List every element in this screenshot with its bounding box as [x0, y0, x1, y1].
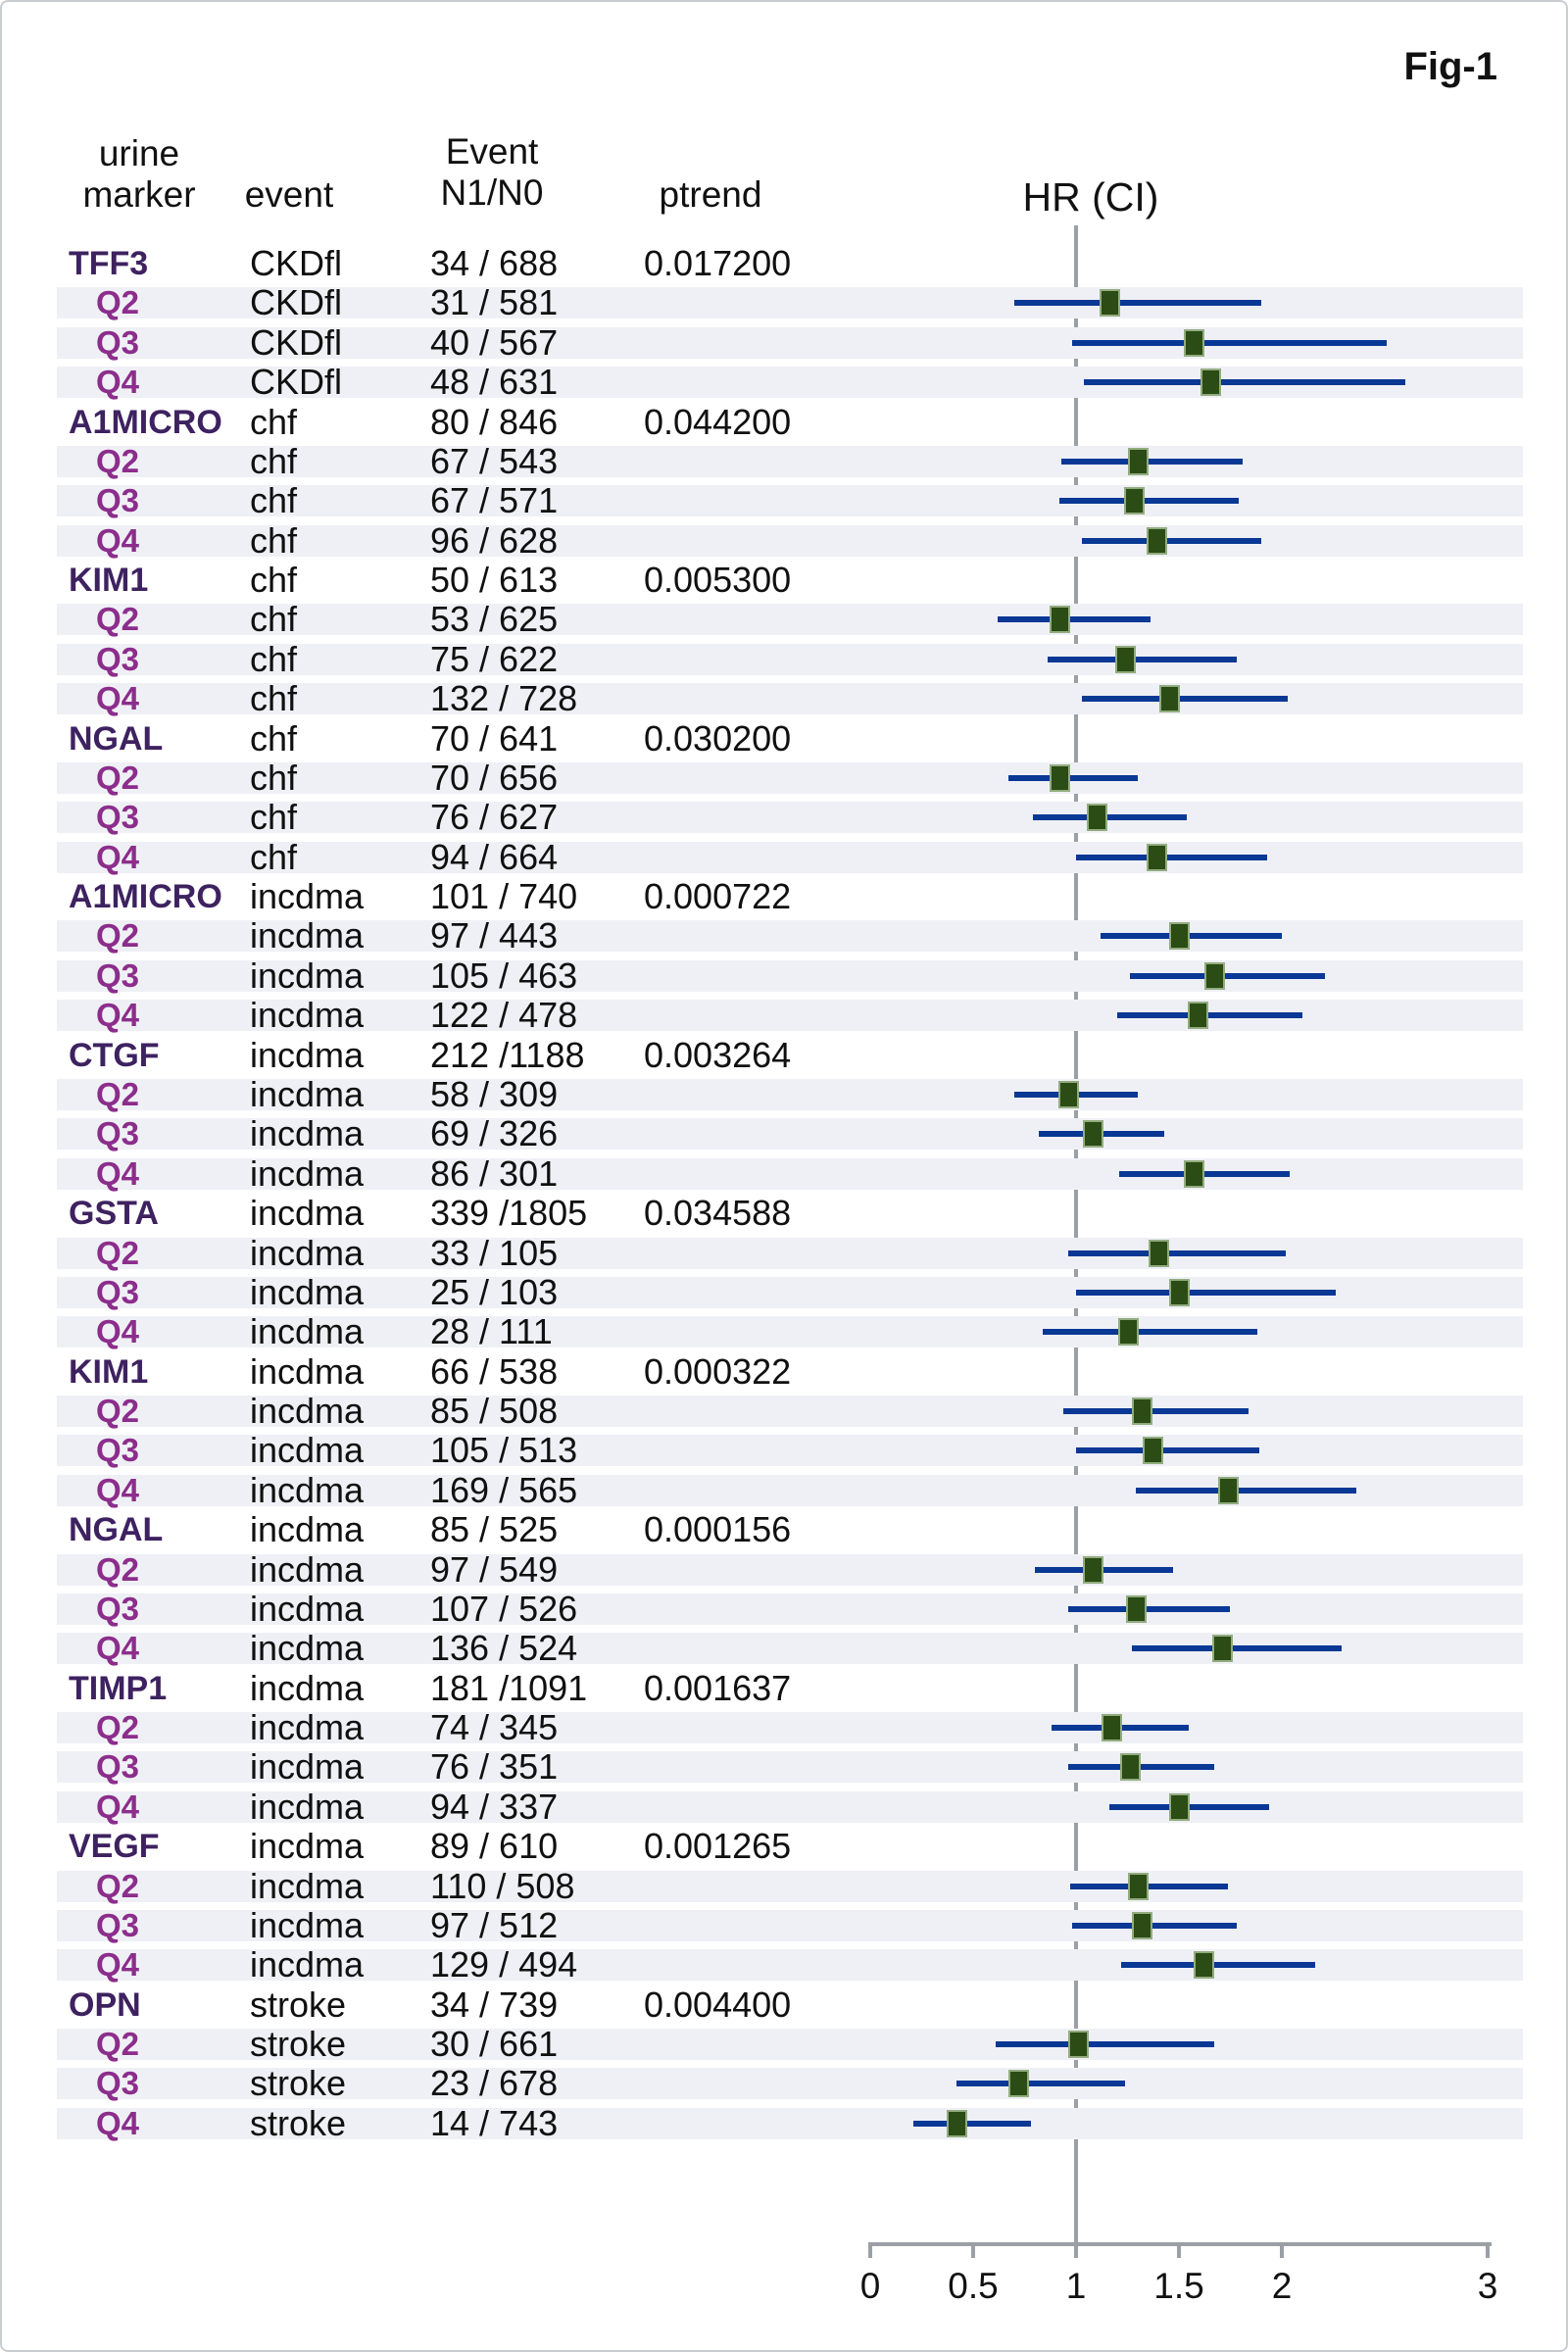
quartile-label: Q2 — [96, 917, 140, 955]
ptrend-cell: 0.034588 — [644, 1193, 792, 1234]
x-axis-tick — [1074, 2242, 1078, 2258]
quartile-label: Q3 — [96, 323, 140, 361]
event-n1n0-cell: 76 / 351 — [430, 1746, 559, 1788]
event-n1n0-cell: 132 / 728 — [430, 678, 578, 719]
event-n1n0-cell: 50 / 613 — [430, 560, 559, 601]
column-header-event-n1n0 — [409, 131, 575, 214]
quartile-label: Q3 — [96, 1748, 140, 1786]
event-n1n0-cell: 94 / 664 — [430, 836, 559, 877]
quartile-label: Q3 — [96, 956, 140, 994]
x-axis-tick-label: 1.5 — [1153, 2266, 1204, 2306]
table-row-quartile — [2, 797, 884, 838]
x-axis-tick-label: 0.5 — [948, 2266, 999, 2306]
event-cell: CKDfl — [250, 362, 343, 403]
event-n1n0-cell: 75 / 622 — [430, 638, 559, 679]
quartile-label: Q2 — [96, 759, 140, 796]
forest-point-marker — [1083, 1120, 1103, 1148]
forest-point-marker — [1126, 1595, 1147, 1623]
event-n1n0-cell: 34 / 688 — [430, 243, 559, 283]
forest-point-marker — [1204, 962, 1225, 990]
ci-line — [998, 616, 1150, 622]
event-cell: incdma — [250, 1786, 365, 1827]
event-n1n0-cell: 80 / 846 — [430, 401, 559, 442]
event-cell: chf — [250, 401, 298, 442]
quartile-label: Q4 — [96, 521, 140, 559]
quartile-label: Q2 — [96, 284, 140, 321]
forest-point-marker — [1050, 764, 1070, 792]
forest-point-marker — [1159, 685, 1180, 712]
table-row-quartile — [2, 1866, 884, 1907]
event-n1n0-cell: 23 / 678 — [430, 2063, 559, 2104]
event-n1n0-cell: 48 / 631 — [430, 362, 559, 403]
table-row-quartile — [2, 2103, 884, 2144]
quartile-label: Q2 — [96, 1550, 140, 1588]
quartile-label: Q2 — [96, 442, 140, 479]
x-axis-tick — [868, 2242, 872, 2258]
event-cell: chf — [250, 797, 298, 838]
ptrend-cell: 0.001265 — [644, 1826, 792, 1867]
event-n1n0-cell: 169 / 565 — [430, 1469, 578, 1510]
event-cell: chf — [250, 678, 298, 719]
event-cell: CKDfl — [250, 321, 343, 363]
event-n1n0-cell: 66 / 538 — [430, 1350, 559, 1392]
forest-point-marker — [1200, 368, 1221, 396]
x-axis-tick — [1280, 2242, 1284, 2258]
ptrend-cell: 0.005300 — [644, 560, 792, 601]
ci-line — [1059, 498, 1239, 504]
ci-line — [1061, 459, 1243, 465]
ci-line — [1008, 775, 1138, 781]
ptrend-cell: 0.044200 — [644, 401, 792, 442]
event-cell: chf — [250, 599, 298, 640]
group-marker-label: A1MICRO — [69, 403, 222, 441]
forest-point-marker — [1147, 844, 1167, 871]
table-row-group — [2, 1035, 884, 1076]
forest-point-marker — [1128, 448, 1149, 475]
event-n1n0-cell: 30 / 661 — [430, 2024, 559, 2065]
event-n1n0-cell: 28 / 111 — [430, 1311, 553, 1352]
table-row-quartile — [2, 1311, 884, 1352]
ci-line — [1076, 1447, 1259, 1453]
event-n1n0-cell: 97 / 512 — [430, 1904, 559, 1945]
quartile-label: Q2 — [96, 1393, 140, 1430]
forest-point-marker — [1083, 1556, 1103, 1584]
header-n-line1: Event — [445, 131, 539, 172]
group-marker-label: VEGF — [69, 1828, 160, 1866]
table-row-quartile — [2, 2063, 884, 2104]
table-row-quartile — [2, 1746, 884, 1788]
event-cell: incdma — [250, 1826, 365, 1867]
event-n1n0-cell: 85 / 525 — [430, 1509, 559, 1550]
quartile-label: Q3 — [96, 1590, 140, 1627]
forest-point-marker — [1212, 1635, 1233, 1662]
event-cell: chf — [250, 717, 298, 759]
event-cell: chf — [250, 519, 298, 561]
event-cell: incdma — [250, 1509, 365, 1550]
table-row-quartile — [2, 2024, 884, 2065]
group-marker-label: CTGF — [69, 1036, 160, 1074]
ci-line — [1072, 340, 1387, 346]
x-axis-tick — [1486, 2242, 1490, 2258]
ci-line — [1035, 1567, 1173, 1573]
event-cell: incdma — [250, 1944, 365, 1985]
group-marker-label: TIMP1 — [69, 1669, 168, 1707]
x-axis-tick-label: 1 — [1065, 2266, 1087, 2306]
ci-line — [1068, 1250, 1287, 1256]
event-cell: incdma — [250, 1113, 365, 1154]
table-row-quartile — [2, 282, 884, 323]
event-cell: CKDfl — [250, 243, 343, 283]
ci-line — [1048, 657, 1237, 662]
event-n1n0-cell: 70 / 641 — [430, 717, 559, 759]
group-marker-label: GSTA — [69, 1195, 159, 1233]
ci-line — [1068, 1764, 1214, 1770]
quartile-label: Q4 — [96, 2104, 140, 2141]
quartile-label: Q4 — [96, 1471, 140, 1508]
quartile-label: Q3 — [96, 1273, 140, 1310]
quartile-label: Q4 — [96, 1946, 140, 1984]
event-cell: incdma — [250, 1350, 365, 1392]
quartile-label: Q4 — [96, 1788, 140, 1825]
ci-line — [996, 2041, 1214, 2047]
quartile-label: Q4 — [96, 1313, 140, 1350]
header-marker-line1: urine — [98, 133, 180, 173]
event-n1n0-cell: 69 / 326 — [430, 1113, 559, 1154]
forest-point-marker — [1115, 646, 1136, 673]
ptrend-cell: 0.001637 — [644, 1667, 792, 1708]
forest-point-marker — [1169, 1793, 1190, 1821]
ci-line — [1082, 696, 1288, 702]
event-n1n0-cell: 67 / 543 — [430, 440, 559, 481]
table-row-group — [2, 1826, 884, 1867]
forest-point-marker — [1100, 289, 1120, 317]
figure-label: Fig-1 — [1403, 45, 1497, 88]
event-n1n0-cell: 34 / 739 — [430, 1984, 559, 2025]
ci-line — [1121, 1962, 1314, 1968]
x-axis-tick — [971, 2242, 975, 2258]
forest-point-marker — [1087, 804, 1107, 831]
event-n1n0-cell: 67 / 571 — [430, 480, 559, 521]
ci-line — [1119, 1171, 1290, 1177]
ci-line — [1076, 855, 1267, 860]
group-marker-label: KIM1 — [69, 1352, 149, 1391]
table-row-quartile — [2, 837, 884, 878]
table-row-group — [2, 402, 884, 443]
table-row-quartile — [2, 480, 884, 521]
event-cell: incdma — [250, 915, 365, 956]
event-n1n0-cell: 181 /1091 — [430, 1667, 588, 1708]
event-cell: incdma — [250, 995, 365, 1036]
event-cell: incdma — [250, 1430, 365, 1471]
table-row-quartile — [2, 1589, 884, 1630]
event-n1n0-cell: 25 / 103 — [430, 1271, 559, 1312]
quartile-label: Q2 — [96, 1075, 140, 1112]
x-axis-tick-label: 2 — [1271, 2266, 1293, 2306]
event-n1n0-cell: 107 / 526 — [430, 1588, 578, 1629]
table-row-quartile — [2, 1113, 884, 1154]
forest-point-marker — [1008, 2070, 1029, 2097]
ci-line — [1132, 1645, 1342, 1651]
table-row-quartile — [2, 1628, 884, 1669]
event-n1n0-cell: 212 /1188 — [430, 1034, 585, 1075]
quartile-label: Q4 — [96, 1630, 140, 1667]
group-marker-label: A1MICRO — [69, 878, 222, 916]
quartile-label: Q4 — [96, 1154, 140, 1192]
table-row-quartile — [2, 678, 884, 719]
event-cell: incdma — [250, 1391, 365, 1432]
ci-line — [1063, 1408, 1249, 1414]
table-row-quartile — [2, 441, 884, 482]
column-header-event: event — [244, 174, 334, 215]
ptrend-cell: 0.000156 — [644, 1509, 792, 1550]
table-row-group — [2, 718, 884, 760]
event-n1n0-cell: 14 / 743 — [430, 2102, 559, 2143]
forest-point-marker — [1050, 606, 1070, 633]
table-row-quartile — [2, 1272, 884, 1313]
quartile-label: Q3 — [96, 1115, 140, 1152]
header-marker-line2: marker — [82, 174, 196, 215]
table-row-quartile — [2, 1470, 884, 1511]
quartile-label: Q4 — [96, 838, 140, 875]
table-row-group — [2, 1193, 884, 1234]
event-n1n0-cell: 40 / 567 — [430, 321, 559, 363]
forest-point-marker — [1184, 1160, 1204, 1188]
ci-line — [1068, 1606, 1231, 1612]
event-cell: incdma — [250, 1073, 365, 1114]
forest-point-marker — [1120, 1753, 1141, 1781]
event-n1n0-cell: 31 / 581 — [430, 282, 559, 323]
ci-line — [1084, 379, 1405, 385]
event-n1n0-cell: 58 / 309 — [430, 1073, 559, 1114]
quartile-label: Q3 — [96, 482, 140, 519]
event-cell: chf — [250, 638, 298, 679]
forest-point-marker — [1218, 1477, 1239, 1504]
event-cell: stroke — [250, 2024, 347, 2065]
event-cell: chf — [250, 440, 298, 481]
event-cell: incdma — [250, 1628, 365, 1669]
event-n1n0-cell: 97 / 443 — [430, 915, 559, 956]
ci-line — [1101, 933, 1282, 939]
ci-line — [1072, 1923, 1237, 1929]
table-row-quartile — [2, 520, 884, 562]
x-axis-tick — [1177, 2242, 1181, 2258]
event-n1n0-cell: 33 / 105 — [430, 1232, 559, 1273]
forest-point-marker — [1188, 1002, 1208, 1029]
group-marker-label: NGAL — [69, 1511, 164, 1549]
forest-point-marker — [1118, 1318, 1139, 1346]
event-n1n0-cell: 97 / 549 — [430, 1548, 559, 1590]
forest-point-marker — [1132, 1397, 1152, 1425]
event-n1n0-cell: 76 / 627 — [430, 797, 559, 838]
event-n1n0-cell: 94 / 337 — [430, 1786, 559, 1827]
ci-line — [1082, 538, 1261, 544]
header-n-line2: N1/N0 — [440, 172, 544, 213]
event-cell: incdma — [250, 1904, 365, 1945]
ptrend-cell: 0.000722 — [644, 876, 792, 917]
table-row-group — [2, 1668, 884, 1709]
event-n1n0-cell: 110 / 508 — [430, 1865, 575, 1906]
table-row-quartile — [2, 1074, 884, 1115]
group-marker-label: OPN — [69, 1985, 141, 2024]
ci-line — [1033, 814, 1188, 820]
table-row-quartile — [2, 1549, 884, 1591]
quartile-label: Q4 — [96, 680, 140, 717]
quartile-label: Q2 — [96, 1709, 140, 1746]
quartile-label: Q2 — [96, 601, 140, 638]
column-header-ptrend: ptrend — [659, 174, 762, 215]
event-n1n0-cell: 105 / 513 — [430, 1430, 578, 1471]
forest-point-marker — [1128, 1873, 1149, 1900]
forest-point-marker — [1068, 2031, 1089, 2058]
forest-point-marker — [1124, 487, 1145, 514]
event-cell: incdma — [250, 1152, 365, 1194]
ci-line — [1043, 1329, 1256, 1335]
table-row-quartile — [2, 639, 884, 680]
event-cell: stroke — [250, 2102, 347, 2143]
table-row-quartile — [2, 1233, 884, 1274]
event-cell: CKDfl — [250, 282, 343, 323]
quartile-label: Q2 — [96, 1867, 140, 1904]
event-cell: chf — [250, 480, 298, 521]
ptrend-cell: 0.030200 — [644, 717, 792, 759]
forest-point-marker — [1169, 922, 1190, 950]
forest-point-marker — [1143, 1437, 1163, 1464]
event-cell: chf — [250, 836, 298, 877]
table-row-group — [2, 560, 884, 601]
ci-line — [1136, 1488, 1356, 1494]
table-row-quartile — [2, 1707, 884, 1748]
event-cell: incdma — [250, 1311, 365, 1352]
ptrend-cell: 0.004400 — [644, 1984, 792, 2025]
event-cell: incdma — [250, 1469, 365, 1510]
forest-point-marker — [1194, 1951, 1214, 1979]
table-row-quartile — [2, 322, 884, 364]
event-cell: incdma — [250, 1193, 365, 1234]
event-cell: incdma — [250, 1548, 365, 1590]
forest-point-marker — [1102, 1714, 1122, 1741]
event-n1n0-cell: 70 / 656 — [430, 757, 559, 798]
event-n1n0-cell: 96 / 628 — [430, 519, 559, 561]
table-row-quartile — [2, 1905, 884, 1946]
ptrend-cell: 0.003264 — [644, 1034, 792, 1075]
group-marker-label: KIM1 — [69, 562, 149, 600]
ci-line — [1014, 300, 1261, 306]
event-cell: incdma — [250, 1271, 365, 1312]
forest-point-marker — [1147, 527, 1167, 555]
table-row-quartile — [2, 599, 884, 640]
event-n1n0-cell: 89 / 610 — [430, 1826, 559, 1867]
event-cell: incdma — [250, 876, 365, 917]
table-row-quartile — [2, 362, 884, 403]
quartile-label: Q4 — [96, 364, 140, 401]
quartile-label: Q3 — [96, 1906, 140, 1943]
ci-line — [1117, 1012, 1302, 1018]
quartile-label: Q2 — [96, 1234, 140, 1271]
quartile-label: Q2 — [96, 2026, 140, 2063]
table-row-quartile — [2, 758, 884, 799]
table-row-group — [2, 243, 884, 284]
ci-line — [956, 2081, 1125, 2086]
event-cell: incdma — [250, 1667, 365, 1708]
event-n1n0-cell: 129 / 494 — [430, 1944, 578, 1985]
group-marker-label: TFF3 — [69, 245, 149, 282]
group-marker-label: NGAL — [69, 719, 164, 758]
table-row-group — [2, 1984, 884, 2026]
ci-line — [1130, 973, 1326, 979]
table-row-group — [2, 1509, 884, 1550]
quartile-label: Q3 — [96, 640, 140, 677]
table-row-group — [2, 876, 884, 917]
x-axis-tick-label: 0 — [859, 2266, 881, 2306]
event-n1n0-cell: 136 / 524 — [430, 1628, 578, 1669]
quartile-label: Q3 — [96, 1432, 140, 1469]
event-cell: incdma — [250, 1588, 365, 1629]
event-cell: incdma — [250, 1232, 365, 1273]
event-n1n0-cell: 74 / 345 — [430, 1707, 559, 1748]
quartile-label: Q4 — [96, 997, 140, 1034]
table-row-quartile — [2, 1391, 884, 1432]
quartile-label: Q3 — [96, 799, 140, 836]
table-row-quartile — [2, 1944, 884, 1985]
ci-line — [1070, 1884, 1229, 1889]
table-row-quartile — [2, 915, 884, 956]
table-row-quartile — [2, 1153, 884, 1195]
forest-point-marker — [1184, 329, 1204, 357]
table-row-quartile — [2, 995, 884, 1036]
forest-point-marker — [1169, 1279, 1190, 1306]
event-n1n0-cell: 85 / 508 — [430, 1391, 559, 1432]
event-n1n0-cell: 122 / 478 — [430, 995, 578, 1036]
table-row-quartile — [2, 956, 884, 997]
event-n1n0-cell: 339 /1805 — [430, 1193, 588, 1234]
table-row-group — [2, 1351, 884, 1393]
event-cell: incdma — [250, 1707, 365, 1748]
ci-line — [913, 2121, 1031, 2127]
event-cell: incdma — [250, 1865, 365, 1906]
event-n1n0-cell: 53 / 625 — [430, 599, 559, 640]
quartile-label: Q3 — [96, 2065, 140, 2102]
event-cell: stroke — [250, 2063, 347, 2104]
forest-point-marker — [1058, 1081, 1079, 1108]
forest-point-marker — [1149, 1240, 1169, 1267]
forest-point-marker — [1132, 1912, 1152, 1939]
event-cell: chf — [250, 560, 298, 601]
ci-line — [1076, 1290, 1336, 1296]
plot-title-hr-ci: HR (CI) — [1022, 174, 1159, 220]
table-row-quartile — [2, 1787, 884, 1828]
event-n1n0-cell: 105 / 463 — [430, 955, 578, 996]
event-cell: incdma — [250, 955, 365, 996]
x-axis-tick-label: 3 — [1477, 2266, 1498, 2306]
ptrend-cell: 0.017200 — [644, 243, 792, 283]
event-cell: incdma — [250, 1034, 365, 1075]
column-header-urine-marker — [51, 133, 227, 216]
forest-point-marker — [947, 2110, 967, 2137]
event-cell: chf — [250, 757, 298, 798]
event-n1n0-cell: 86 / 301 — [430, 1152, 559, 1194]
ptrend-cell: 0.000322 — [644, 1350, 792, 1392]
event-n1n0-cell: 101 / 740 — [430, 876, 578, 917]
event-cell: stroke — [250, 1984, 347, 2025]
event-cell: incdma — [250, 1746, 365, 1788]
table-row-quartile — [2, 1430, 884, 1471]
